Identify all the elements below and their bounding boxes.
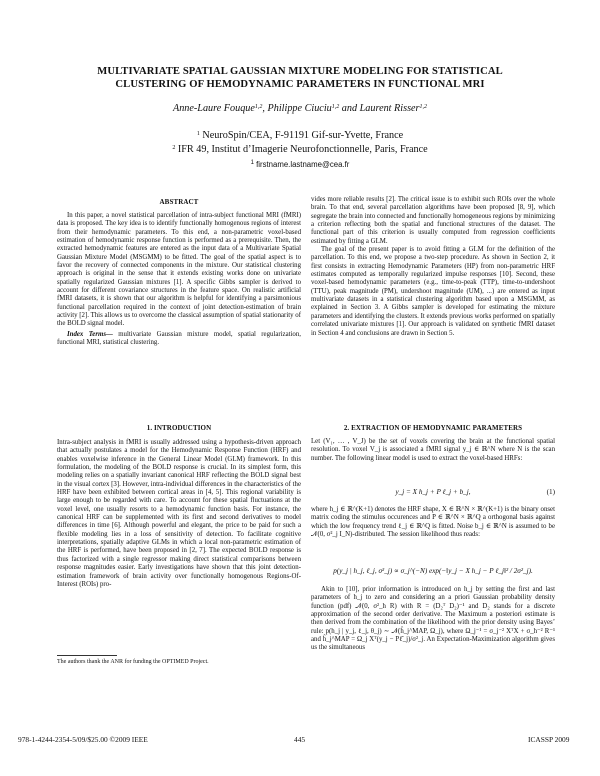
introduction-heading: 1. INTRODUCTION [146,424,212,432]
author-name: Anne-Laure Fouque [172,103,255,114]
title-line-1: MULTIVARIATE SPATIAL GAUSSIAN MIXTURE MODELING FOR STATISTICAL [97,66,503,77]
equation-1 [311,488,555,498]
title-line-2: CLUSTERING OF HEMODYNAMIC PARAMETERS IN FUNCTIONAL MRI [115,79,485,90]
equation-2-expr: p(y_j | h_j, ℓ_j, σ²_j) ∝ σ_j^(−N) exp(−‖y_j − X h_j − P ℓ_j‖² / 2σ²_j). [333,567,533,575]
index-terms-label: Index Terms— [67,330,113,338]
author-separator: , [262,103,268,114]
email-text: firstname.lastname@cea.fr [256,160,350,169]
author-separator: and [339,103,360,114]
abstract-body [57,212,301,348]
index-terms [57,331,301,348]
author-name: Laurent Risser [359,103,420,114]
email-sup: 1 [250,160,254,166]
footer-page-number: 445 [294,735,306,744]
affiliation-1 [60,130,540,141]
affiliation-2 [60,144,540,155]
footer-isbn: 978-1-4244-2354-5/09/$25.00 ©2009 IEEE [18,735,148,744]
equation-1-expr: y_j = X h_j + P ℓ_j + b_j, [395,488,471,496]
index-terms-text: multivariate Gaussian mixture model, spatial regularization, functional MRI, statistical clustering. [57,330,301,347]
affiliation-sup: 1 [196,131,200,137]
extraction-p3-block [311,586,555,653]
footnote-rule [57,655,117,656]
footer-conference: ICASSP 2009 [528,735,570,744]
introduction-body [57,439,301,589]
extraction-heading: 2. EXTRACTION OF HEMODYNAMIC PARAMETERS [343,424,523,432]
intro-continued-p1: vides more reliable results [2]. The critical issue is to exhibit such ROIs over the whole brain. To that end, several parcellation algorithms have been proposed [8, 9], which segregate the brain into connected and functionally homogeneous regions by minimizing a criterion reflecting both the spatial and functional structures of the dataset. The functional part of this criterion is usually computed from regression coefficients estimated by fitting a GLM. [311,196,555,245]
extraction-p2-block [311,506,555,539]
equation-1-number: (1) [546,488,555,496]
affiliation-text: NeuroSpin/CEA, F-91191 Gif-sur-Yvette, France [202,130,404,141]
paper-title [70,65,530,91]
footnote: The authors thank the ANR for funding the OPTIMED Project. [57,659,209,665]
affiliation-sup: 2 [172,145,176,151]
intro-continued-p2: The goal of the present paper is to avoid fitting a GLM for the definition of the parcellation. To this end, we propose a two-step procedure. As shown in Section 2, it first consists in extracting Hemodynamic Parameters (HP) from non-parametric HRF estimates computed as temporally regularized impulse responses [10]. Second, these voxel-based hemodynamic parameters (e.g., time-to-peak (TTP), time-to-undershoot (TTU), peak magnitude (PM), undershoot magnitude (UM), ...) are entered as input multivariate datasets in a statistical clustering algorithm based upon a MSGMM, as explained in Section 3. A Gibbs sampler is developed for estimating the mixture parameters and identifying the clusters. It extends previous works performed on spatially correlated univariate mixtures [1]. Our approach is validated on synthetic fMRI dataset in Section 4 and conclusions are drawn in Section 5. [311,246,555,337]
author-sup: 1,2 [331,104,340,110]
extraction-p3: Akin to [10], prior information is introduced on h_j by setting the first and last parameters of h_j to zero and considering an a priori Gaussian probability density function (pdf) 𝒩(0, σ²_h R) with R = (D₂ᵀ D₂)⁻¹ and D₂ stands for a discrete approximation of the second order derivative. The Maximum a posteriori estimate is then derived from the combination of the likelihood with the prior density using Bayes’ rule: p(h_j | y_j, ℓ_j, θ_j) ∼ 𝒩(ĥ_j^MAP, Ω_j), where Ω_j⁻¹ = σ_j⁻² XᵀX + σ_h⁻² R⁻¹ and ĥ_j^MAP = Ω_j Xᵀ(y_j − Pℓ̂_j)/σ²_j. An Expectation-Maximization algorithm gives us the simultaneous [311,586,555,652]
author-sup: 1,2 [254,104,263,110]
extraction-p2: where h_j ∈ ℝ^(K+1) denotes the HRF shape, X ∈ ℝ^N × ℝ^(K+1) is the binary onset matrix coding the stimulus occurences and P ∈ ℝ^N × ℝ^Q a orthogonal basis against which the low frequency trend ℓ_j ∈ ℝ^Q is fitted. Noise b_j ∈ ℝ^N is assumed to be 𝒩(0, σ²_j I_N)-distributed. The session likelihood thus reads: [311,506,555,539]
abstract-heading: ABSTRACT [159,198,199,206]
abstract-text: In this paper, a novel statistical parcellation of intra-subject functional MRI (fMRI) data is proposed. The key idea is to identify functionally homogenous regions of interest from their hemodynamic parameters. To this end, a non-parametric voxel-based estimation of hemodynamic response function is performed as a prerequisite. Then, the extracted hemodynamic features are entered as the input data of a Multivariate Spatial Gaussian Mixture Model (MSGMM) to be fitted. The goal of the spatial aspect is to favor the recovery of connected components in the mixture. Our statistical clustering approach is original in the sense that it extends existing works done on univariate spatially regularized Gaussian mixtures [1]. A specific Gibbs sampler is derived to account for different covariance structures in the feature space. On realistic artificial fMRI datasets, it is shown that our algorithm is helpful for identifying a parsimonious functional parcellation required in the context of joint detection-estimation of brain activity [2]. This allows us to overcome the classical assumption of spatial stationarity of the BOLD signal model. [57,212,301,328]
author-email [60,160,540,169]
introduction-text: Intra-subject analysis in fMRI is usually addressed using a hypothesis-driven approach that actually postulates a model for the Hemodynamic Response Function (HRF) and enables voxelwise inference in the General Linear Model (GLM) framework. In this formulation, the modeling of the BOLD response is crucial. In its simplest form, this modeling relies on a spatially invariant canonical HRF reflecting the BOLD signal best in the visual cortex [3]. However, intra-individual differences in the characteristics of the HRF have been exhibited between cortical areas in [4, 5]. This regional variability is large enough to be regarded with care. To account for these spatial fluctuations at the voxel level, one usually resorts to a hemodynamic function basis. For instance, the canonical HRF can be supplemented with its first and second derivatives to model differences in time [6]. Although powerful and elegant, the price to be paid for such a flexible modeling lies in a loss of sensitivity of detection. To facilitate cognitive interpretations, spatially adaptive GLMs in which a local non-parametric estimation of the HRF is performed, have been proposed in [2, 7]. The expected BOLD response is thus factorized with a single regressor making direct statistical comparisons between response magnitudes easier. Early investigations have shown that this joint detection-estimation framework of brain activity over functionally homogenous Regions-Of-Interest (ROIs) pro- [57,439,301,588]
equation-2 [311,566,555,576]
extraction-p1-block [311,438,555,463]
introduction-continued [311,196,555,338]
affiliation-text: IFR 49, Institut d’Imagerie Neurofonctionnelle, Paris, France [177,144,428,155]
extraction-p1: Let (V₁, … , V_J) be the set of voxels covering the brain at the functional spatial resolution. To voxel V_j is associated a fMRI signal y_j ∈ ℝ^N where N is the scan number. The following linear model is used to extract the voxel-based HRFs: [311,438,555,462]
author-name: Philippe Ciuciu [267,103,332,114]
author-list [60,103,540,114]
author-sup: 1,2 [419,104,428,110]
